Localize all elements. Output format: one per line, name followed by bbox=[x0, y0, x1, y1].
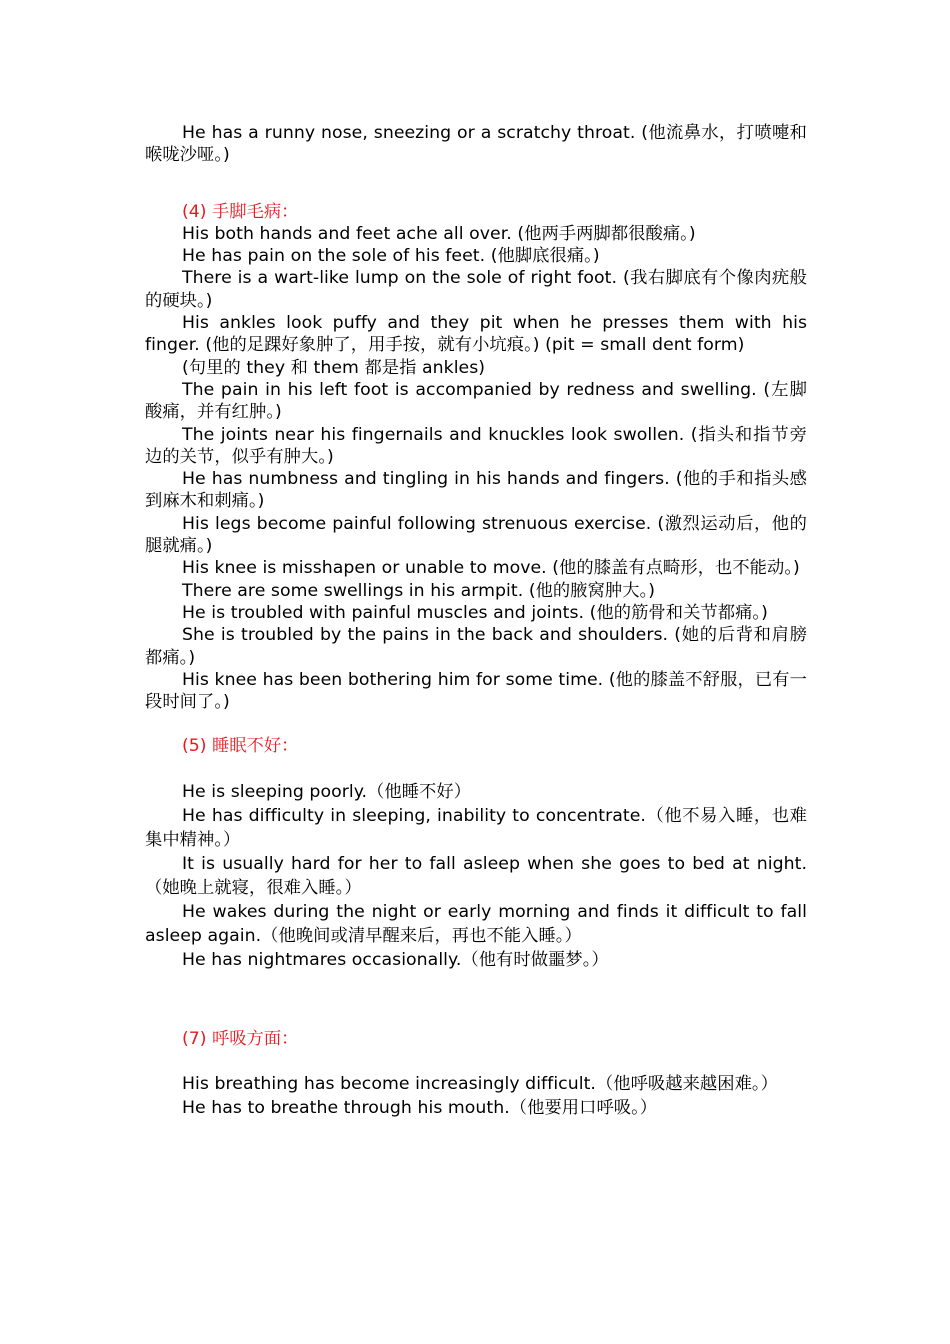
section-4-item: His ankles look puffy and they pit when he presses them with his finger. (他的足踝好象肿了，用手按，就有小坑痕。) (pit = small dent form) bbox=[145, 313, 807, 356]
spacer bbox=[145, 167, 807, 201]
section-5-heading: (5) 睡眠不好： bbox=[182, 736, 299, 757]
spacer bbox=[145, 713, 807, 735]
section-4-item: His knee has been bothering him for some time. (他的膝盖不舒服，已有一段时间了。) bbox=[145, 669, 807, 713]
section-5-item: He wakes during the night or early morning and finds it difficult to fall asleep again.（他晚间或清早醒来后，再也不能入睡。） bbox=[145, 901, 807, 946]
section-4-item: He is troubled with painful muscles and joints. (他的筋骨和关节都痛。) bbox=[182, 602, 768, 623]
section-7-item: His breathing has become increasingly difficult.（他呼吸越来越困难。） bbox=[182, 1074, 778, 1095]
section-7-item: He has to breathe through his mouth.（他要用口呼吸。） bbox=[182, 1098, 658, 1119]
section-4-heading: (4) 手脚毛病： bbox=[182, 201, 299, 222]
section-5-item: He has difficulty in sleeping, inability to concentrate.（他不易入睡，也难集中精神。） bbox=[145, 805, 807, 850]
section-5-item: He is sleeping poorly.（他睡不好） bbox=[182, 781, 472, 802]
document-page bbox=[145, 122, 807, 1120]
spacer bbox=[145, 1006, 807, 1028]
section-4-item: His legs become painful following strenuous exercise. (激烈运动后，他的腿就痛。) bbox=[145, 513, 807, 557]
section-5-item: It is usually hard for her to fall asleep when she goes to bed at night.（她晚上就寝，很难入睡。） bbox=[145, 853, 807, 898]
section-4-item: There is a wart-like lump on the sole of right foot. (我右脚底有个像肉疣般的硬块。) bbox=[145, 268, 807, 311]
section-5-item: He has nightmares occasionally.（他有时做噩梦。） bbox=[182, 949, 609, 970]
section-4-item: He has numbness and tingling in his hands and fingers. (他的手和指头感到麻木和刺痛。) bbox=[145, 469, 807, 512]
section-4-item: There are some swellings in his armpit. (他的腋窝肿大。) bbox=[182, 580, 656, 601]
section-4-item: He has pain on the sole of his feet. (他脚底很痛。) bbox=[182, 246, 600, 267]
section-4-item: The pain in his left foot is accompanied by redness and swelling. (左脚酸痛，并有红肿。) bbox=[145, 379, 807, 423]
section-4-item: His both hands and feet ache all over. (他两手两脚都很酸痛。) bbox=[182, 223, 696, 244]
section-7-heading: (7) 呼吸方面： bbox=[182, 1028, 299, 1049]
section-4-item: She is troubled by the pains in the back and shoulders. (她的后背和肩膀都痛。) bbox=[145, 625, 807, 668]
section-4-item: The joints near his fingernails and knuckles look swollen. (指头和指节旁边的关节，似乎有肿大。) bbox=[145, 424, 807, 467]
spacer bbox=[145, 972, 807, 1006]
intro-paragraph: He has a runny nose, sneezing or a scratchy throat. (他流鼻水，打喷嚏和喉咙沙哑。) bbox=[145, 123, 807, 166]
section-4-note: (句里的 they 和 them 都是指 ankles) bbox=[182, 357, 486, 378]
section-4-item: His knee is misshapen or unable to move. (他的膝盖有点畸形，也不能动。) bbox=[182, 558, 800, 579]
spacer bbox=[145, 1050, 807, 1072]
spacer bbox=[145, 758, 807, 780]
